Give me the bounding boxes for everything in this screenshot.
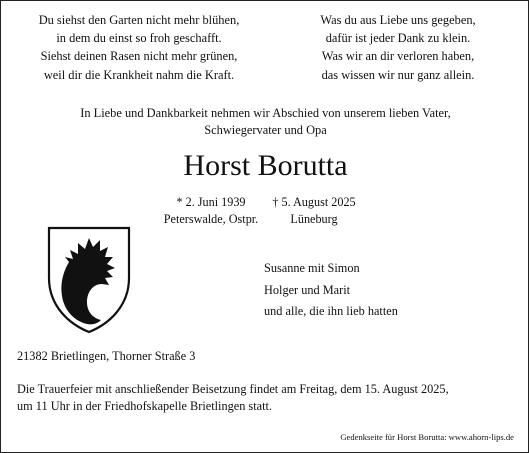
farewell-intro: [21, 105, 510, 139]
mourner-line: Susanne mit Simon: [264, 261, 360, 275]
death-info: [263, 194, 365, 228]
poem-left-line: in dem du einst so froh geschafft.: [56, 31, 222, 46]
mourner-line: Holger und Marit: [264, 282, 351, 297]
poem-left-line: Siehst deinen Rasen nicht mehr grünen,: [40, 49, 238, 64]
poem-left-line: Du siehst den Garten nicht mehr blühen,: [38, 13, 240, 27]
mourner-line: und alle, die ihn lieb hatten: [264, 304, 398, 318]
poem-right-line: das wissen wir nur ganz allein.: [321, 67, 475, 82]
service-line: Die Trauerfeier mit anschließender Beisetzung findet am Freitag, dem 15. August 2025,: [17, 382, 449, 396]
poem-right: [283, 11, 513, 84]
service-line: um 11 Uhr in der Friedhofskapelle Brietlingen statt.: [17, 398, 272, 413]
poem-right-line: dafür ist jeder Dank zu klein.: [325, 31, 471, 46]
poem-left: [19, 11, 259, 84]
deceased-name: Horst Borutta: [183, 149, 348, 182]
memorial-page-link: Gedenkseite für Horst Borutta: www.ahorn-lips.de: [340, 432, 514, 442]
birth-date: * 2. Juni 1939: [176, 195, 246, 209]
farewell-intro-line: Schwiegervater und Opa: [204, 123, 327, 137]
poem-left-line: weil dir die Krankheit nahm die Kraft.: [43, 67, 235, 82]
birth-place: Peterswalde, Ostpr.: [163, 212, 259, 226]
family-address: 21382 Brietlingen, Thorner Straße 3: [17, 349, 196, 363]
birth-info: [159, 194, 263, 228]
funeral-service-info: [17, 381, 517, 414]
antler-crest-icon: [47, 226, 131, 334]
poem-right-line: Was wir an dir verloren haben,: [321, 49, 475, 64]
farewell-intro-line: In Liebe und Dankbarkeit nehmen wir Abschied von unserem lieben Vater,: [80, 106, 451, 120]
poem-right-line: Was du aus Liebe uns gegeben,: [320, 13, 476, 27]
death-place: Lüneburg: [290, 212, 338, 226]
death-date: † 5. August 2025: [272, 195, 356, 209]
mourners-list: [264, 258, 398, 323]
